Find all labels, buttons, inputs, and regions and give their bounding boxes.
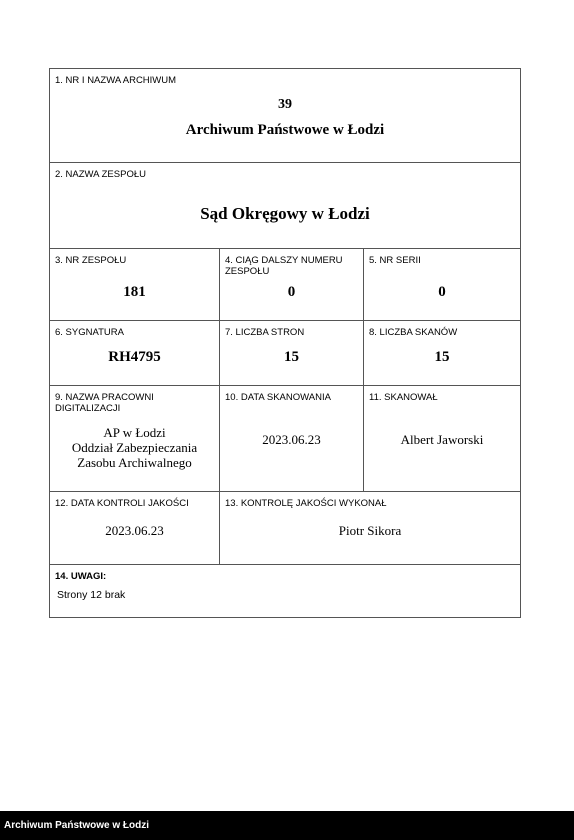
cell-scanned-by [364, 386, 520, 491]
lab-line-3: Zasobu Archiwalnego [77, 455, 192, 470]
row-fonds [50, 163, 520, 249]
cell-scan-date [220, 386, 364, 491]
cell-lab [50, 386, 220, 491]
notes-label: 14. UWAGI: [55, 571, 107, 582]
archive-form [49, 68, 521, 618]
cell-archive [50, 69, 520, 162]
fonds-number-value: 181 [123, 284, 146, 300]
footer-bar [0, 811, 574, 840]
fonds-name: Sąd Okręgowy w Łodzi [200, 204, 370, 223]
cell-signature [50, 321, 220, 385]
lab-line-2: Oddział Zabezpieczania [71, 440, 198, 455]
scan-date-label: 10. DATA SKANOWANIA [225, 392, 331, 403]
footer-text: Archiwum Państwowe w Łodzi [4, 820, 150, 831]
cell-qc-by [220, 492, 520, 564]
lab-name [50, 425, 219, 470]
scans-label: 8. LICZBA SKANÓW [369, 327, 458, 338]
cell-fonds-number [50, 249, 220, 320]
archive-name: Archiwum Państwowe w Łodzi [185, 122, 385, 138]
lab-label: 9. NAZWA PRACOWNI DIGITALIZACJI [55, 392, 154, 414]
cell-pages [220, 321, 364, 385]
row-counts [50, 321, 520, 386]
row-notes [50, 565, 520, 617]
qc-by-value: Piotr Sikora [338, 523, 402, 538]
pages-value: 15 [284, 349, 299, 365]
scan-date-value: 2023.06.23 [262, 432, 321, 447]
archive-label: 1. NR I NAZWA ARCHIWUM [55, 75, 177, 86]
archive-number: 39 [278, 97, 292, 112]
fonds-number-label: 3. NR ZESPOŁU [55, 255, 127, 266]
fonds-continuation-value: 0 [287, 284, 296, 300]
signature-label: 6. SYGNATURA [55, 327, 124, 338]
notes-value: Strony 12 brak [57, 589, 126, 601]
row-digitization [50, 386, 520, 492]
cell-qc-date [50, 492, 220, 564]
qc-date-value: 2023.06.23 [105, 523, 164, 538]
cell-fonds-continuation [220, 249, 364, 320]
cell-scans [364, 321, 520, 385]
series-value: 0 [438, 284, 446, 300]
row-numbers [50, 249, 520, 321]
cell-series [364, 249, 520, 320]
scanned-by-value: Albert Jaworski [400, 432, 484, 447]
fonds-continuation-label: 4. CIĄG DALSZY NUMERU ZESPOŁU [225, 255, 343, 277]
cell-notes [50, 565, 520, 617]
row-quality [50, 492, 520, 565]
row-archive [50, 69, 520, 163]
scans-value: 15 [434, 349, 450, 365]
qc-by-label: 13. KONTROLĘ JAKOŚCI WYKONAŁ [225, 498, 387, 509]
cell-fonds [50, 163, 520, 248]
scanned-by-label: 11. SKANOWAŁ [369, 392, 438, 403]
pages-label: 7. LICZBA STRON [225, 327, 305, 338]
qc-date-label: 12. DATA KONTROLI JAKOŚCI [55, 498, 189, 509]
signature-value: RH4795 [108, 349, 161, 365]
fonds-label: 2. NAZWA ZESPOŁU [55, 169, 146, 180]
lab-line-1: AP w Łodzi [103, 425, 166, 440]
series-label: 5. NR SERII [369, 255, 421, 266]
